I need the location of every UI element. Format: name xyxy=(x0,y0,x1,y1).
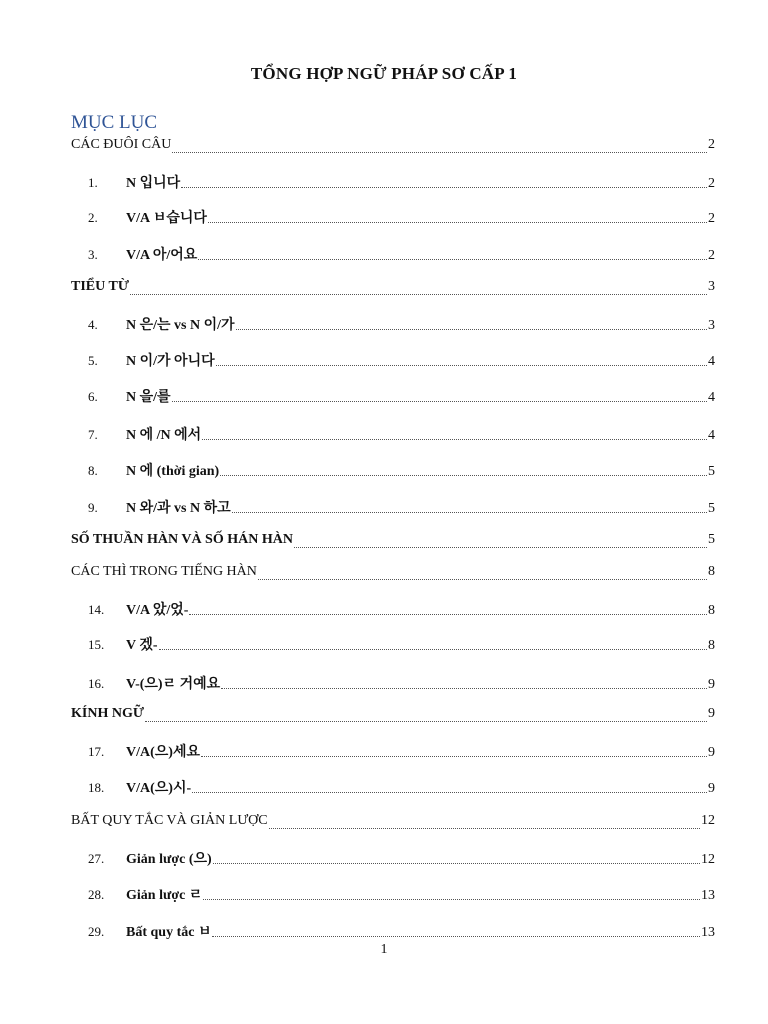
toc-dot-leader xyxy=(212,936,700,937)
toc-dot-leader xyxy=(269,828,700,829)
toc-dot-leader xyxy=(172,401,707,402)
toc-dot-leader xyxy=(202,439,707,440)
toc-item-entry[interactable] xyxy=(88,386,715,406)
toc-entry-number: 17. xyxy=(88,744,105,759)
toc-dot-leader xyxy=(145,721,707,722)
toc-entry-number: 6. xyxy=(88,389,98,404)
toc-entry-number: 9. xyxy=(88,500,98,515)
toc-entry-label: Giản lược (으) xyxy=(126,852,212,867)
toc-entry-page-number: 4 xyxy=(708,354,715,369)
toc-entry-page-number: 8 xyxy=(708,564,715,579)
toc-entry-page-number: 5 xyxy=(708,532,715,547)
toc-entry-label: CÁC THÌ TRONG TIẾNG HÀN xyxy=(71,564,257,579)
toc-entry-page-number: 4 xyxy=(708,390,715,405)
toc-entry-label: SỐ THUẦN HÀN VÀ SỐ HÁN HÀN xyxy=(71,532,293,547)
toc-item-entry[interactable] xyxy=(88,314,715,334)
toc-entry-number: 29. xyxy=(88,924,105,939)
toc-entry-number: 8. xyxy=(88,463,98,478)
toc-entry-label: V-(으)ㄹ 거예요 xyxy=(126,677,221,692)
toc-entry-page-number: 2 xyxy=(708,176,715,191)
toc-dot-leader xyxy=(201,756,707,757)
toc-entry-page-number: 2 xyxy=(708,137,715,152)
toc-entry-label: KÍNH NGỮ xyxy=(71,706,144,721)
document-title: TỔNG HỢP NGỮ PHÁP SƠ CẤP 1 xyxy=(250,64,518,83)
toc-section-entry[interactable] xyxy=(71,532,715,552)
toc-dot-leader xyxy=(203,899,700,900)
toc-item-entry[interactable] xyxy=(88,497,715,517)
toc-entry-number: 7. xyxy=(88,427,98,442)
toc-dot-leader xyxy=(236,329,707,330)
toc-item-entry[interactable] xyxy=(88,848,715,868)
toc-item-entry[interactable] xyxy=(88,741,715,761)
toc-item-entry[interactable] xyxy=(88,599,715,619)
toc-item-entry[interactable] xyxy=(88,884,715,904)
toc-entry-number: 4. xyxy=(88,317,98,332)
toc-entry-number: 15. xyxy=(88,637,105,652)
toc-entry-page-number: 4 xyxy=(708,428,715,443)
toc-entry-label: N 은/는 vs N 이/가 xyxy=(126,318,235,333)
toc-entry-number: 18. xyxy=(88,780,105,795)
toc-entry-label: Bất quy tắc ㅂ xyxy=(126,925,212,940)
toc-heading: MỤC LỤC xyxy=(71,112,158,133)
toc-entry-label: N 입니다 xyxy=(126,176,181,191)
footer-page-number: 1 xyxy=(380,942,388,957)
toc-entry-label: N 와/과 vs N 하고 xyxy=(126,501,231,516)
toc-dot-leader xyxy=(258,579,707,580)
toc-entry-page-number: 8 xyxy=(708,638,715,653)
toc-dot-leader xyxy=(198,259,707,260)
toc-entry-number: 16. xyxy=(88,676,105,691)
toc-item-entry[interactable] xyxy=(88,777,715,797)
toc-entry-label: V/A(으)시- xyxy=(126,781,192,796)
toc-item-entry[interactable] xyxy=(88,634,715,654)
toc-entry-label: Giản lược ㄹ xyxy=(126,888,203,903)
toc-entry-page-number: 2 xyxy=(708,211,715,226)
toc-dot-leader xyxy=(220,475,707,476)
toc-dot-leader xyxy=(208,222,707,223)
toc-entry-label: TIỂU TỪ xyxy=(71,279,129,294)
toc-entry-page-number: 8 xyxy=(708,603,715,618)
toc-entry-label: V/A ㅂ습니다 xyxy=(126,211,207,226)
toc-entry-number: 14. xyxy=(88,602,105,617)
toc-item-entry[interactable] xyxy=(88,350,715,370)
toc-dot-leader xyxy=(221,688,707,689)
toc-entry-label: CÁC ĐUÔI CÂU xyxy=(71,137,172,152)
toc-dot-leader xyxy=(213,863,700,864)
toc-entry-page-number: 2 xyxy=(708,248,715,263)
toc-entry-page-number: 13 xyxy=(701,888,715,903)
toc-item-entry[interactable] xyxy=(88,673,715,693)
toc-item-entry[interactable] xyxy=(88,460,715,480)
toc-entry-label: V/A(으)세요 xyxy=(126,745,201,760)
toc-entry-label: N 을/를 xyxy=(126,390,171,405)
toc-section-entry[interactable] xyxy=(71,706,715,726)
toc-entry-number: 3. xyxy=(88,247,98,262)
toc-entry-label: V 겠- xyxy=(126,638,158,653)
toc-item-entry[interactable] xyxy=(88,921,715,941)
toc-entry-label: V/A 아/어요 xyxy=(126,248,198,263)
toc-section-entry[interactable] xyxy=(71,279,715,299)
toc-entry-number: 5. xyxy=(88,353,98,368)
toc-entry-page-number: 3 xyxy=(708,279,715,294)
toc-dot-leader xyxy=(172,152,707,153)
toc-entry-page-number: 5 xyxy=(708,464,715,479)
toc-dot-leader xyxy=(232,512,707,513)
toc-dot-leader xyxy=(192,792,707,793)
toc-dot-leader xyxy=(216,365,707,366)
toc-entry-page-number: 9 xyxy=(708,745,715,760)
toc-dot-leader xyxy=(189,614,707,615)
toc-entry-label: N 이/가 아니다 xyxy=(126,354,215,369)
toc-dot-leader xyxy=(181,187,707,188)
toc-item-entry[interactable] xyxy=(88,172,715,192)
toc-entry-page-number: 9 xyxy=(708,677,715,692)
toc-dot-leader xyxy=(130,294,707,295)
toc-dot-leader xyxy=(159,649,707,650)
toc-entry-number: 28. xyxy=(88,887,105,902)
toc-entry-page-number: 9 xyxy=(708,781,715,796)
toc-entry-page-number: 9 xyxy=(708,706,715,721)
toc-entry-number: 27. xyxy=(88,851,105,866)
toc-section-entry[interactable] xyxy=(71,137,715,157)
toc-item-entry[interactable] xyxy=(88,424,715,444)
toc-entry-label: N 에 /N 에서 xyxy=(126,428,202,443)
toc-entry-page-number: 13 xyxy=(701,925,715,940)
toc-entry-label: V/A 았/었- xyxy=(126,603,189,618)
toc-entry-page-number: 3 xyxy=(708,318,715,333)
toc-item-entry[interactable] xyxy=(88,207,715,227)
toc-entry-page-number: 12 xyxy=(701,813,715,828)
toc-item-entry[interactable] xyxy=(88,244,715,264)
toc-entry-label: N 에 (thời gian) xyxy=(126,464,220,479)
toc-entry-page-number: 12 xyxy=(701,852,715,867)
toc-entry-number: 1. xyxy=(88,175,98,190)
toc-dot-leader xyxy=(294,547,707,548)
toc-entry-label: BẤT QUY TẮC VÀ GIẢN LƯỢC xyxy=(71,813,268,828)
toc-section-entry[interactable] xyxy=(71,564,715,584)
toc-entry-number: 2. xyxy=(88,210,98,225)
toc-entry-page-number: 5 xyxy=(708,501,715,516)
toc-section-entry[interactable] xyxy=(71,813,715,833)
